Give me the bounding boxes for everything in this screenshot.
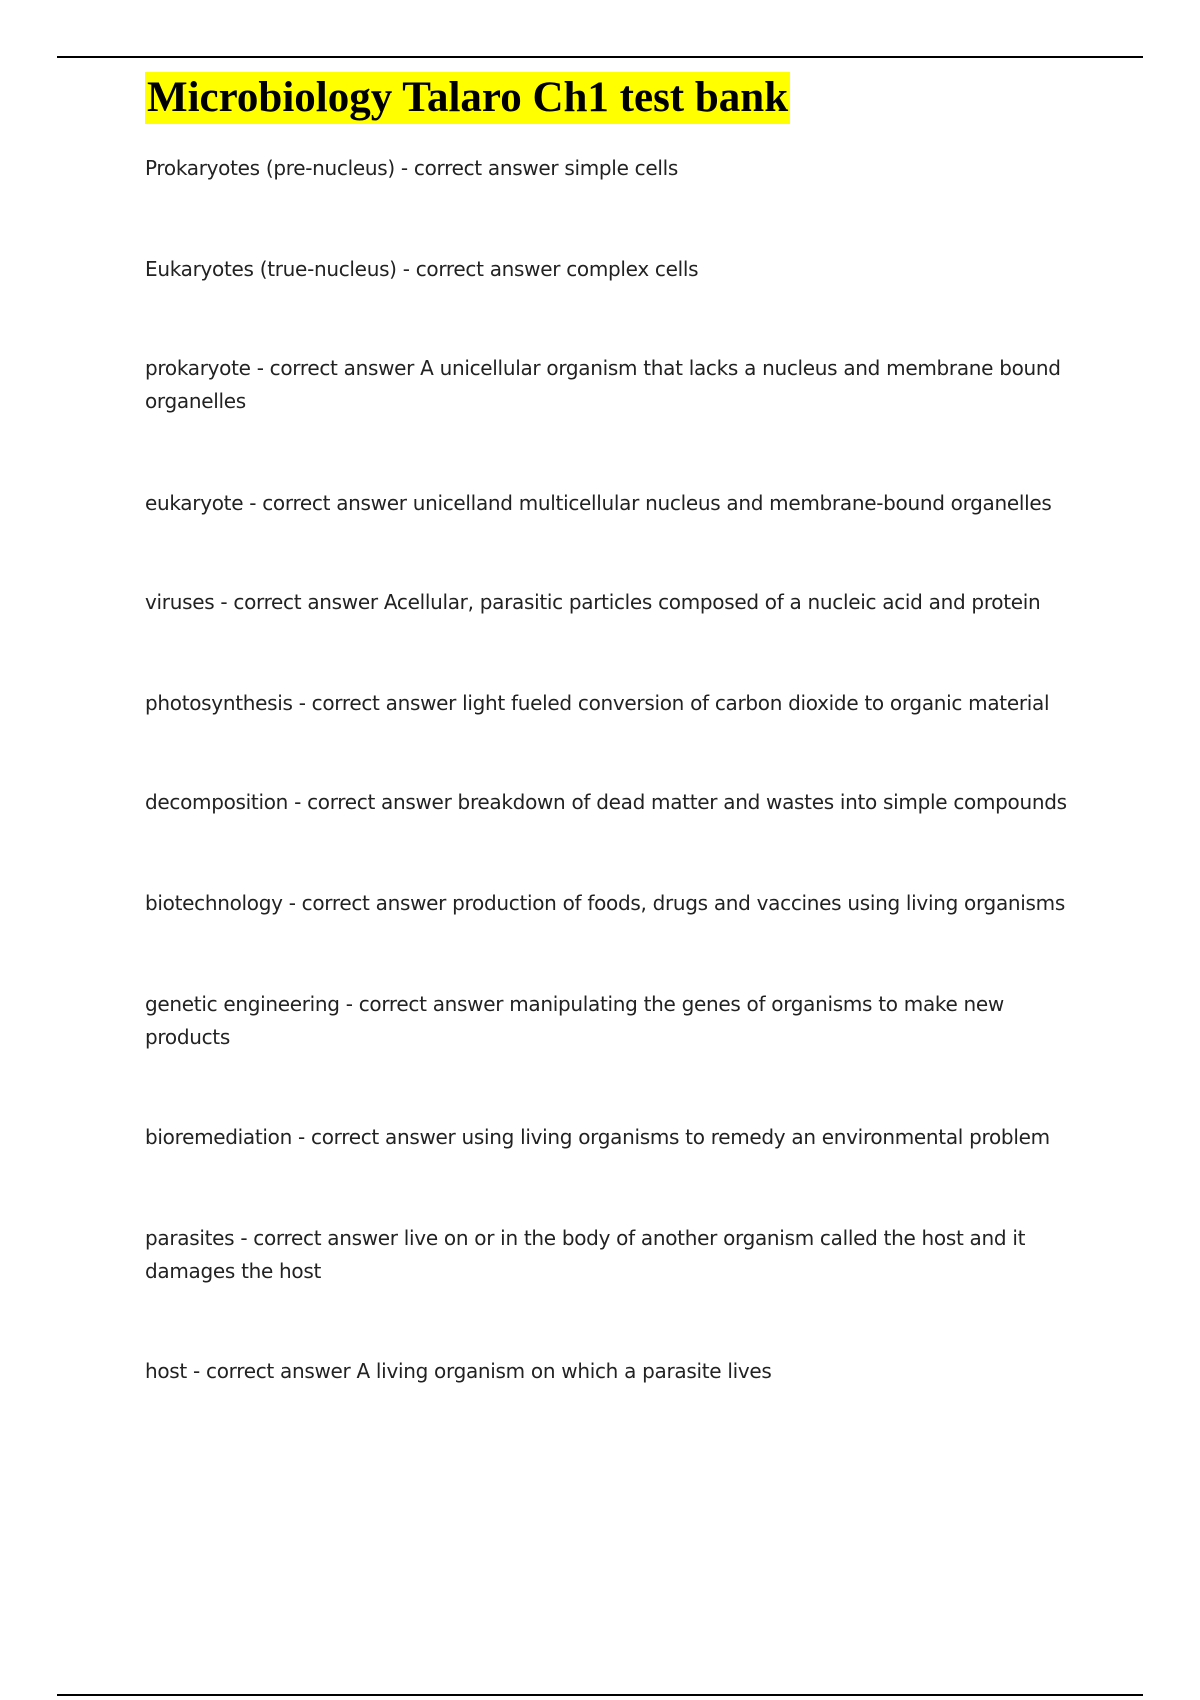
- qa-entry-eukaryotes: Eukaryotes (true-nucleus) - correct answer complex cells: [145, 257, 699, 281]
- title-block: [145, 72, 790, 124]
- qa-entry-genetic-engineering: genetic engineering - correct answer manipulating the genes of organisms to make new products: [145, 992, 1004, 1049]
- qa-entry-eukaryote: eukaryote - correct answer unicelland multicellular nucleus and membrane-bound organelles: [145, 491, 1052, 515]
- top-rule: [57, 56, 1143, 58]
- qa-entry-photosynthesis: photosynthesis - correct answer light fueled conversion of carbon dioxide to organic material: [145, 691, 1050, 715]
- qa-entry-biotechnology: biotechnology - correct answer production of foods, drugs and vaccines using living organisms: [145, 891, 1065, 915]
- qa-entry-viruses: viruses - correct answer Acellular, parasitic particles composed of a nucleic acid and protein: [145, 590, 1041, 614]
- page-title: Microbiology Talaro Ch1 test bank: [145, 72, 790, 124]
- qa-entry-parasites: parasites - correct answer live on or in the body of another organism called the host and it damages the host: [145, 1226, 1026, 1283]
- qa-entry-prokaryotes: Prokaryotes (pre-nucleus) - correct answer simple cells: [145, 156, 678, 180]
- qa-entry-host: host - correct answer A living organism on which a parasite lives: [145, 1359, 772, 1383]
- qa-entry-bioremediation: bioremediation - correct answer using living organisms to remedy an environmental problem: [145, 1125, 1050, 1149]
- qa-entry-prokaryote: prokaryote - correct answer A unicellular organism that lacks a nucleus and membrane bound organelles: [145, 356, 1061, 413]
- bottom-rule: [57, 1694, 1143, 1696]
- qa-entry-decomposition: decomposition - correct answer breakdown of dead matter and wastes into simple compounds: [145, 790, 1067, 814]
